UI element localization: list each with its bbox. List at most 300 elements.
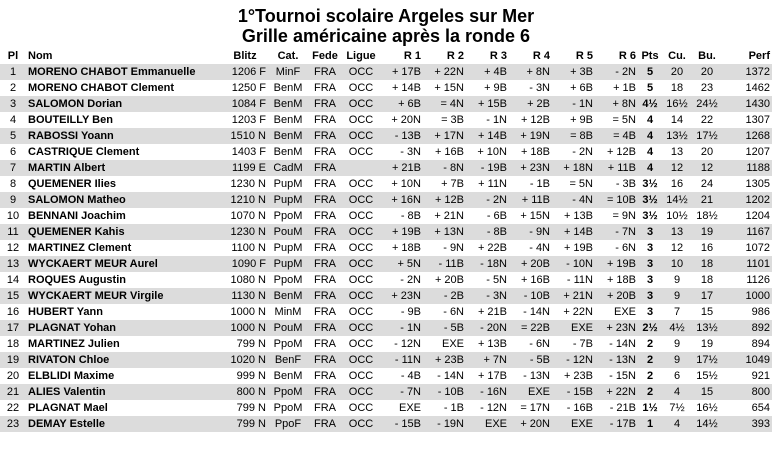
cell-pl: 1 [0,64,26,80]
cell-fede: FRA [308,160,342,176]
cell-round-3: - 16N [466,384,509,400]
cell-blitz: 1084 F [222,96,268,112]
table-row [0,80,772,96]
cell-blitz: 1130 N [222,288,268,304]
cell-name: MARTINEZ Julien [26,336,222,352]
cell-buchholz: 17 [692,288,722,304]
cell-pl: 2 [0,80,26,96]
cell-blitz: 1403 F [222,144,268,160]
cell-round-2: + 21N [423,208,466,224]
cell-round-6: + 11B [595,160,638,176]
cell-buchholz: 24½ [692,96,722,112]
cell-blitz: 1230 N [222,176,268,192]
cell-performance: 1072 [722,240,772,256]
cell-round-3: + 7N [466,352,509,368]
header-fede: Fede [312,50,338,62]
cell-buchholz: 20 [692,144,722,160]
cell-ligue: OCC [342,320,380,336]
cell-points: 2 [638,352,662,368]
cell-ligue: OCC [342,288,380,304]
cell-round-6: - 6N [595,240,638,256]
cell-ligue: OCC [342,416,380,432]
cell-performance: 1000 [722,288,772,304]
cell-performance: 1126 [722,272,772,288]
cell-ligue: OCC [342,272,380,288]
cell-buchholz: 24 [692,176,722,192]
cell-fede: FRA [308,128,342,144]
table-row [0,144,772,160]
cell-performance: 1307 [722,112,772,128]
cell-round-2: + 15N [423,80,466,96]
cell-buchholz: 18 [692,256,722,272]
cell-cumulative: 9 [662,272,692,288]
cell-cat: BenM [268,112,308,128]
cell-round-4: - 14N [509,304,552,320]
cell-ligue: OCC [342,256,380,272]
cell-name: DEMAY Estelle [26,416,222,432]
cell-cat: PupM [268,256,308,272]
cell-performance: 986 [722,304,772,320]
cell-cat: MinF [268,64,308,80]
cell-performance: 894 [722,336,772,352]
header-pts: Pts [641,50,659,62]
table-row [0,128,772,144]
table-row [0,400,772,416]
cell-cumulative: 7 [662,304,692,320]
cell-cat: PpoM [268,384,308,400]
cell-round-5: + 13B [552,208,595,224]
cell-round-3: - 6B [466,208,509,224]
cell-round-4: - 3N [509,80,552,96]
cell-round-6: - 14N [595,336,638,352]
cell-pl: 9 [0,192,26,208]
cell-round-3: EXE [466,416,509,432]
cell-name: QUEMENER Ilies [26,176,222,192]
cell-round-4: - 1B [509,176,552,192]
table-row [0,304,772,320]
cell-fede: FRA [308,400,342,416]
cell-ligue: OCC [342,112,380,128]
cell-round-6: + 1B [595,80,638,96]
cell-round-1: + 14B [380,80,423,96]
cell-pl: 16 [0,304,26,320]
header-blitz: Blitz [233,50,257,62]
table-row [0,256,772,272]
cell-round-5: - 4N [552,192,595,208]
cell-cumulative: 6 [662,368,692,384]
cell-performance: 1430 [722,96,772,112]
cell-points: 2 [638,336,662,352]
cell-blitz: 1250 F [222,80,268,96]
cell-round-5: + 22N [552,304,595,320]
cell-fede: FRA [308,272,342,288]
cell-round-4: EXE [509,384,552,400]
cell-fede: FRA [308,64,342,80]
cell-round-6: + 20B [595,288,638,304]
cell-pl: 19 [0,352,26,368]
header-cu: Cu. [668,50,686,62]
cell-buchholz: 18½ [692,208,722,224]
header-cat: Cat. [277,50,299,62]
cell-round-1: + 16N [380,192,423,208]
cell-round-4: + 8N [509,64,552,80]
cell-round-4: - 10B [509,288,552,304]
cell-cumulative: 9 [662,352,692,368]
cell-round-2: - 9N [423,240,466,256]
cell-round-5: EXE [552,416,595,432]
cell-points: 2 [638,384,662,400]
cell-points: 3 [638,240,662,256]
cell-fede: FRA [308,384,342,400]
cell-points: 1 [638,416,662,432]
cell-round-6: - 15N [595,368,638,384]
cell-pl: 4 [0,112,26,128]
table-row [0,368,772,384]
cell-round-1: - 12N [380,336,423,352]
cell-performance: 1204 [722,208,772,224]
cell-blitz: 799 N [222,400,268,416]
cell-round-5: + 14B [552,224,595,240]
cell-name: QUEMENER Kahis [26,224,222,240]
header-bu: Bu. [698,50,716,62]
table-row [0,336,772,352]
header-pl: Pl [7,50,19,62]
cell-blitz: 1203 F [222,112,268,128]
cell-blitz: 1230 N [222,224,268,240]
cell-round-3: + 11N [466,176,509,192]
tournament-title: 1°Tournoi scolaire Argeles sur Mer [237,6,535,26]
cell-performance: 1305 [722,176,772,192]
cell-cumulative: 10½ [662,208,692,224]
cell-round-5: - 15B [552,384,595,400]
cell-round-2: - 8N [423,160,466,176]
table-row [0,416,772,432]
cell-cumulative: 12 [662,240,692,256]
table-row [0,176,772,192]
cell-buchholz: 21 [692,192,722,208]
cell-buchholz: 20 [692,64,722,80]
cell-fede: FRA [308,144,342,160]
cell-name: CASTRIQUE Clement [26,144,222,160]
cell-round-2: + 7B [423,176,466,192]
cell-round-1: - 15B [380,416,423,432]
cell-round-2: + 12B [423,192,466,208]
cell-ligue: OCC [342,144,380,160]
table-row [0,320,772,336]
cell-round-5: = 8B [552,128,595,144]
cell-pl: 22 [0,400,26,416]
cell-buchholz: 14½ [692,416,722,432]
cell-round-3: + 22B [466,240,509,256]
cell-buchholz: 15 [692,384,722,400]
cell-round-2: + 16B [423,144,466,160]
cell-round-6: - 2N [595,64,638,80]
cell-round-3: - 12N [466,400,509,416]
cell-pl: 5 [0,128,26,144]
cell-points: 4 [638,128,662,144]
cell-round-4: = 22B [509,320,552,336]
cell-performance: 1167 [722,224,772,240]
cell-round-5: + 23B [552,368,595,384]
cell-buchholz: 19 [692,224,722,240]
cell-round-5: + 6B [552,80,595,96]
cell-points: 2½ [638,320,662,336]
cell-blitz: 1206 F [222,64,268,80]
cell-cat: PpoM [268,336,308,352]
table-header-row [0,48,772,64]
cell-fede: FRA [308,192,342,208]
cell-cat: PupM [268,192,308,208]
cell-round-1: + 21B [380,160,423,176]
table-row [0,192,772,208]
cell-round-4: - 4N [509,240,552,256]
cell-cumulative: 18 [662,80,692,96]
cell-round-1: - 9B [380,304,423,320]
table-row [0,64,772,80]
header-r6: R 6 [618,50,636,62]
cell-round-1: - 11N [380,352,423,368]
cell-round-2: - 11B [423,256,466,272]
cell-name: WYCKAERT MEUR Aurel [26,256,222,272]
cell-name: BENNANI Joachim [26,208,222,224]
cell-round-3: - 8B [466,224,509,240]
cell-performance: 1049 [722,352,772,368]
cell-round-1: + 20N [380,112,423,128]
cell-ligue: OCC [342,64,380,80]
page-header [0,0,772,46]
cell-round-5: - 2N [552,144,595,160]
cell-round-2: - 5B [423,320,466,336]
cell-round-6: + 23N [595,320,638,336]
cell-round-6: - 21B [595,400,638,416]
cell-pl: 12 [0,240,26,256]
table-row [0,240,772,256]
cell-cumulative: 14 [662,112,692,128]
cell-pl: 17 [0,320,26,336]
cell-performance: 921 [722,368,772,384]
cell-cumulative: 20 [662,64,692,80]
cell-ligue: OCC [342,240,380,256]
cell-pl: 8 [0,176,26,192]
cell-ligue: OCC [342,96,380,112]
cell-cumulative: 13 [662,224,692,240]
cell-round-3: + 14B [466,128,509,144]
cell-blitz: 800 N [222,384,268,400]
cell-round-2: + 17N [423,128,466,144]
cell-cumulative: 16½ [662,96,692,112]
cell-points: 5 [638,80,662,96]
cell-round-2: - 19N [423,416,466,432]
cell-round-6: + 22N [595,384,638,400]
cell-round-4: + 20B [509,256,552,272]
cell-cumulative: 14½ [662,192,692,208]
cell-round-5: - 12N [552,352,595,368]
cell-buchholz: 17½ [692,352,722,368]
cell-name: MARTIN Albert [26,160,222,176]
cell-blitz: 1090 F [222,256,268,272]
cell-points: 1½ [638,400,662,416]
cell-performance: 892 [722,320,772,336]
cell-round-6: - 7N [595,224,638,240]
cell-ligue: OCC [342,176,380,192]
cell-round-4: + 11B [509,192,552,208]
cell-blitz: 1510 N [222,128,268,144]
cell-fede: FRA [308,320,342,336]
cell-name: MORENO CHABOT Clement [26,80,222,96]
cell-cat: BenF [268,352,308,368]
cell-round-3: + 4B [466,64,509,80]
cell-cat: PouM [268,224,308,240]
cell-fede: FRA [308,208,342,224]
header-perf: Perf [748,50,770,62]
cell-pl: 14 [0,272,26,288]
cell-cumulative: 4 [662,416,692,432]
cell-round-2: = 4N [423,96,466,112]
cell-round-1: + 17B [380,64,423,80]
header-ligue: Ligue [346,50,376,62]
cell-round-1: - 7N [380,384,423,400]
cell-points: 5 [638,64,662,80]
cell-round-3: + 21B [466,304,509,320]
cell-name: PLAGNAT Mael [26,400,222,416]
cell-cumulative: 12 [662,160,692,176]
cell-round-3: - 20N [466,320,509,336]
cell-blitz: 799 N [222,336,268,352]
cell-ligue: OCC [342,352,380,368]
cell-cat: BenM [268,80,308,96]
cell-performance: 1101 [722,256,772,272]
cell-cat: PupM [268,240,308,256]
header-r1: R 1 [403,50,421,62]
cell-fede: FRA [308,256,342,272]
cell-round-1: + 18B [380,240,423,256]
cell-round-4: - 13N [509,368,552,384]
cell-round-2: - 10B [423,384,466,400]
cell-round-1: - 2N [380,272,423,288]
cell-round-3: + 10N [466,144,509,160]
grid-subtitle: Grille américaine après la ronde 6 [241,26,531,46]
cell-round-4: + 19N [509,128,552,144]
cell-ligue: OCC [342,400,380,416]
cell-fede: FRA [308,336,342,352]
table-row [0,224,772,240]
cell-round-4: + 16B [509,272,552,288]
cell-cumulative: 9 [662,336,692,352]
cell-performance: 1207 [722,144,772,160]
cell-round-6: = 4B [595,128,638,144]
cell-blitz: 1000 N [222,320,268,336]
cell-round-5: EXE [552,320,595,336]
cell-round-6: + 12B [595,144,638,160]
cell-round-4: + 2B [509,96,552,112]
cell-ligue: OCC [342,80,380,96]
cell-points: 4 [638,144,662,160]
cell-blitz: 1000 N [222,304,268,320]
cell-pl: 11 [0,224,26,240]
cell-cumulative: 10 [662,256,692,272]
cell-cumulative: 9 [662,288,692,304]
standings-table [0,48,772,432]
cell-performance: 1372 [722,64,772,80]
cell-cat: PpoM [268,208,308,224]
cell-blitz: 999 N [222,368,268,384]
cell-blitz: 1020 N [222,352,268,368]
cell-buchholz: 23 [692,80,722,96]
cell-name: BOUTEILLY Ben [26,112,222,128]
cell-cumulative: 7½ [662,400,692,416]
cell-round-5: + 9B [552,112,595,128]
cell-round-4: + 18B [509,144,552,160]
cell-points: 3½ [638,176,662,192]
header-r3: R 3 [489,50,507,62]
cell-name: RABOSSI Yoann [26,128,222,144]
cell-buchholz: 17½ [692,128,722,144]
cell-cat: PupM [268,176,308,192]
cell-pl: 15 [0,288,26,304]
cell-round-5: + 19B [552,240,595,256]
cell-blitz: 1100 N [222,240,268,256]
cell-points: 4 [638,112,662,128]
cell-points: 3 [638,272,662,288]
cell-round-6: + 18B [595,272,638,288]
cell-cat: BenM [268,288,308,304]
cell-fede: FRA [308,112,342,128]
cell-round-6: + 19B [595,256,638,272]
cell-name: SALOMON Dorian [26,96,222,112]
cell-round-4: - 6N [509,336,552,352]
cell-cat: PouM [268,320,308,336]
cell-round-6: EXE [595,304,638,320]
cell-cumulative: 16 [662,176,692,192]
cell-buchholz: 15½ [692,368,722,384]
cell-round-3: + 15B [466,96,509,112]
cell-round-1: - 1N [380,320,423,336]
cell-round-3: - 19B [466,160,509,176]
cell-ligue: OCC [342,224,380,240]
cell-ligue: OCC [342,336,380,352]
cell-round-6: - 13N [595,352,638,368]
cell-cat: PpoM [268,400,308,416]
cell-fede: FRA [308,288,342,304]
cell-cat: MinM [268,304,308,320]
cell-performance: 1188 [722,160,772,176]
cell-ligue: OCC [342,128,380,144]
cell-round-2: - 1B [423,400,466,416]
cell-cumulative: 4½ [662,320,692,336]
cell-round-5: - 7B [552,336,595,352]
cell-round-4: - 5B [509,352,552,368]
cell-name: MORENO CHABOT Emmanuelle [26,64,222,80]
cell-buchholz: 13½ [692,320,722,336]
cell-round-4: + 15N [509,208,552,224]
cell-round-2: + 22N [423,64,466,80]
cell-cumulative: 13½ [662,128,692,144]
cell-fede: FRA [308,368,342,384]
cell-round-1: + 5N [380,256,423,272]
cell-round-4: - 9N [509,224,552,240]
cell-fede: FRA [308,240,342,256]
cell-fede: FRA [308,352,342,368]
cell-ligue: OCC [342,192,380,208]
cell-round-6: = 5N [595,112,638,128]
cell-round-2: = 3B [423,112,466,128]
cell-cat: PpoM [268,272,308,288]
cell-fede: FRA [308,224,342,240]
table-row [0,96,772,112]
cell-buchholz: 18 [692,272,722,288]
cell-name: RIVATON Chloe [26,352,222,368]
cell-name: MARTINEZ Clement [26,240,222,256]
